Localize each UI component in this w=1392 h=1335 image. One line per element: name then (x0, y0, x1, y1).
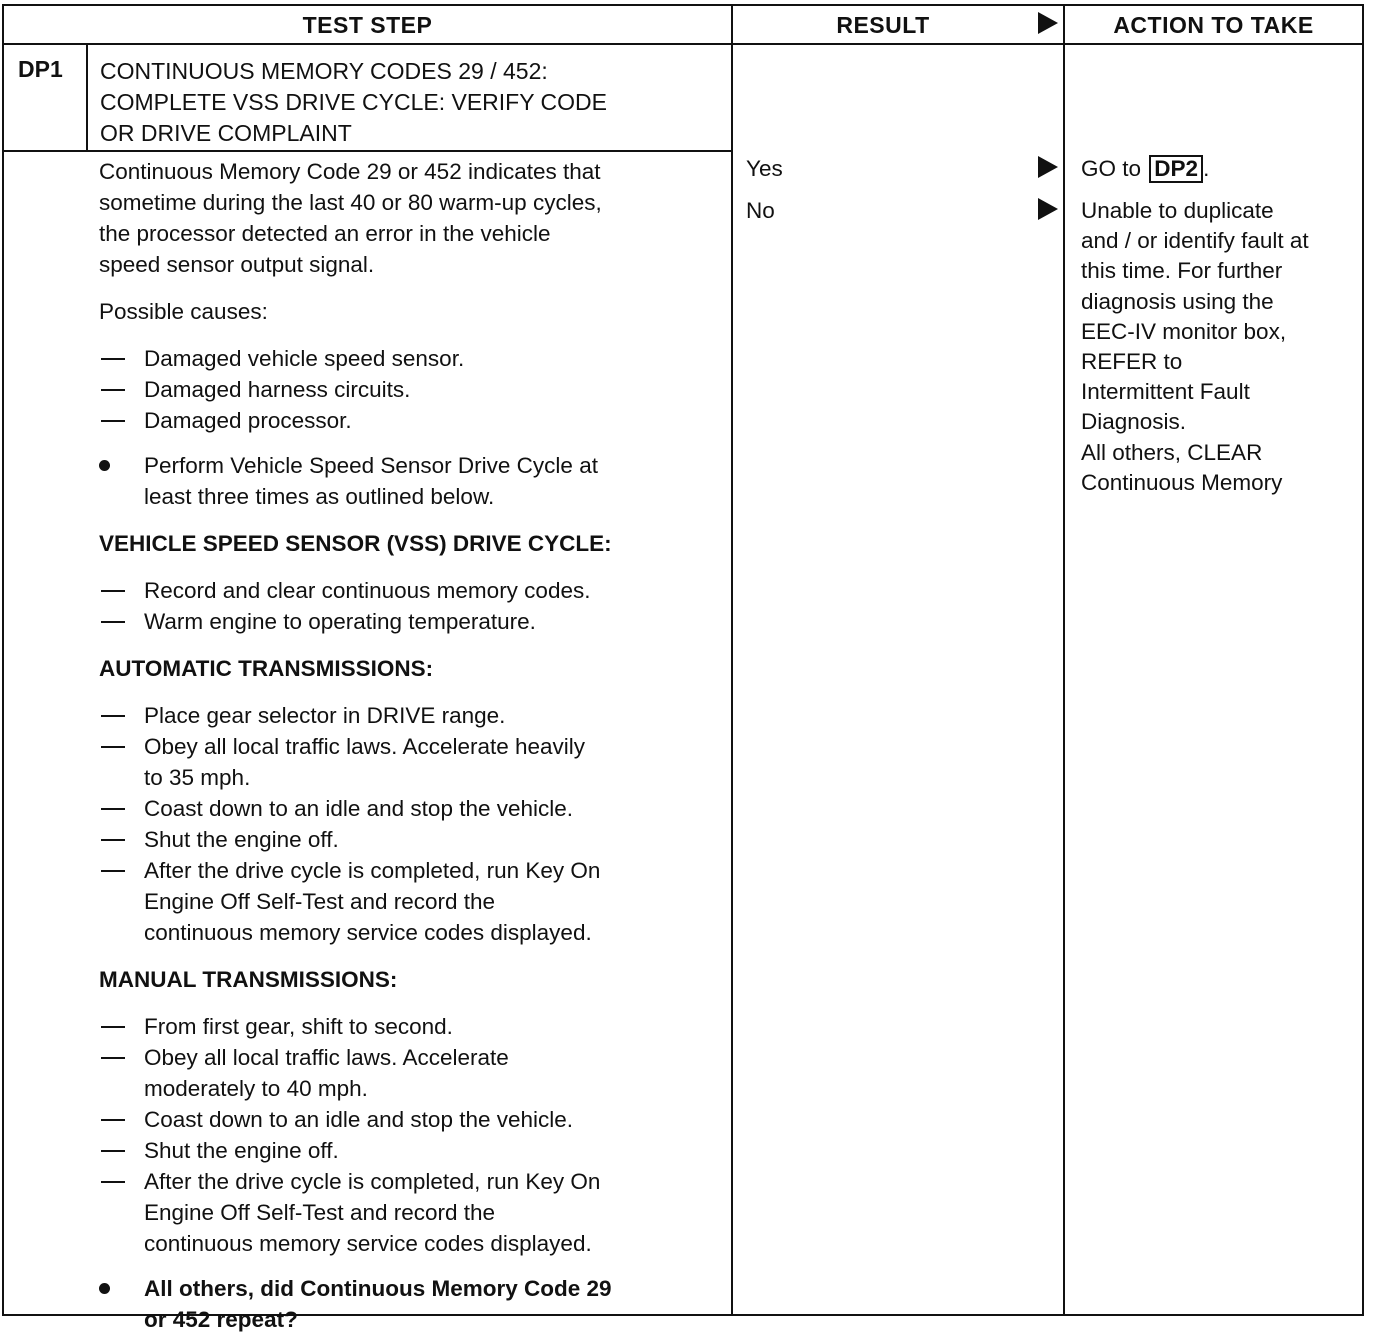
step-id-divider (86, 43, 88, 151)
column-divider-action (1063, 4, 1065, 1316)
dash-icon (101, 808, 125, 810)
manual-step: After the drive cycle is completed, run Key On Engine Off Self-Test and record the continuous memory service codes displayed. (99, 1166, 719, 1259)
manual-heading: MANUAL TRANSMISSIONS: (99, 967, 398, 992)
intro-paragraph: Continuous Memory Code 29 or 452 indicates that sometime during the last 40 or 80 warm-up cycles, the processor detected an error in the vehicle speed sensor output signal. (99, 159, 602, 277)
header-action: ACTION TO TAKE (1113, 11, 1314, 38)
action-yes-prefix: GO to (1081, 156, 1142, 181)
action-yes-suffix: . (1203, 156, 1210, 181)
dash-icon (101, 1057, 125, 1059)
vss-drive-cycle-heading: VEHICLE SPEED SENSOR (VSS) DRIVE CYCLE: (99, 531, 612, 556)
dash-icon (101, 715, 125, 717)
column-divider-result (731, 4, 733, 1316)
dash-icon (101, 389, 125, 391)
cause-item: Damaged processor. (99, 405, 719, 436)
repeat-question: All others, did Continuous Memory Code 29 or 452 repeat? (99, 1273, 719, 1335)
dash-icon (101, 420, 125, 422)
dash-icon (101, 590, 125, 592)
manual-step: Obey all local traffic laws. Accelerate moderately to 40 mph. (99, 1042, 719, 1104)
action-no (1081, 196, 1371, 498)
manual-step: Shut the engine off. (99, 1135, 719, 1166)
header-test-step: TEST STEP (302, 11, 433, 38)
perform-instruction: Perform Vehicle Speed Sensor Drive Cycle at least three times as outlined below. (99, 450, 719, 512)
vss-step: Record and clear continuous memory codes. (99, 575, 719, 606)
step-title-line: COMPLETE VSS DRIVE CYCLE: VERIFY CODE (100, 89, 607, 115)
table-border-left (2, 4, 4, 1316)
automatic-heading: AUTOMATIC TRANSMISSIONS: (99, 656, 434, 681)
step-id: DP1 (18, 56, 63, 82)
dash-icon (101, 358, 125, 360)
dash-icon (101, 1026, 125, 1028)
automatic-step: Shut the engine off. (99, 824, 719, 855)
step-title-line: OR DRIVE COMPLAINT (100, 120, 352, 146)
vss-step: Warm engine to operating temperature. (99, 606, 719, 637)
result-yes: Yes (746, 156, 783, 181)
automatic-step: Coast down to an idle and stop the vehicle. (99, 793, 719, 824)
automatic-step: Obey all local traffic laws. Accelerate heavily to 35 mph. (99, 731, 719, 793)
header-arrow-icon (1038, 12, 1058, 34)
result-yes-arrow-icon (1038, 156, 1058, 178)
dash-icon (101, 870, 125, 872)
step-title-line: CONTINUOUS MEMORY CODES 29 / 452: (100, 58, 548, 84)
automatic-step: After the drive cycle is completed, run Key On Engine Off Self-Test and record the continuous memory service codes displayed. (99, 855, 719, 948)
action-no-text: Unable to duplicate and / or identify fault at this time. For further diagnosis using the EEC-IV monitor box, REFER to Intermittent Fault Diagnosis. All others, CLEAR Continuous Memory (1081, 198, 1309, 495)
header-result: RESULT (836, 11, 930, 38)
manual-step: Coast down to an idle and stop the vehicle. (99, 1104, 719, 1135)
dash-icon (101, 1119, 125, 1121)
dash-icon (101, 746, 125, 748)
dash-icon (101, 839, 125, 841)
dash-icon (101, 1150, 125, 1152)
cause-item: Damaged harness circuits. (99, 374, 719, 405)
step-title (100, 56, 720, 149)
automatic-step: Place gear selector in DRIVE range. (99, 700, 719, 731)
step-title-underline (2, 150, 733, 152)
action-yes (1081, 154, 1371, 184)
dp2-reference-link[interactable]: DP2 (1149, 155, 1203, 183)
result-no: No (746, 198, 775, 223)
bullet-icon (99, 460, 110, 471)
result-no-arrow-icon (1038, 198, 1058, 220)
dash-icon (101, 1181, 125, 1183)
test-step-body (99, 156, 719, 1335)
dash-icon (101, 621, 125, 623)
manual-step: From first gear, shift to second. (99, 1011, 719, 1042)
bullet-icon (99, 1283, 110, 1294)
cause-item: Damaged vehicle speed sensor. (99, 343, 719, 374)
causes-label: Possible causes: (99, 299, 268, 324)
